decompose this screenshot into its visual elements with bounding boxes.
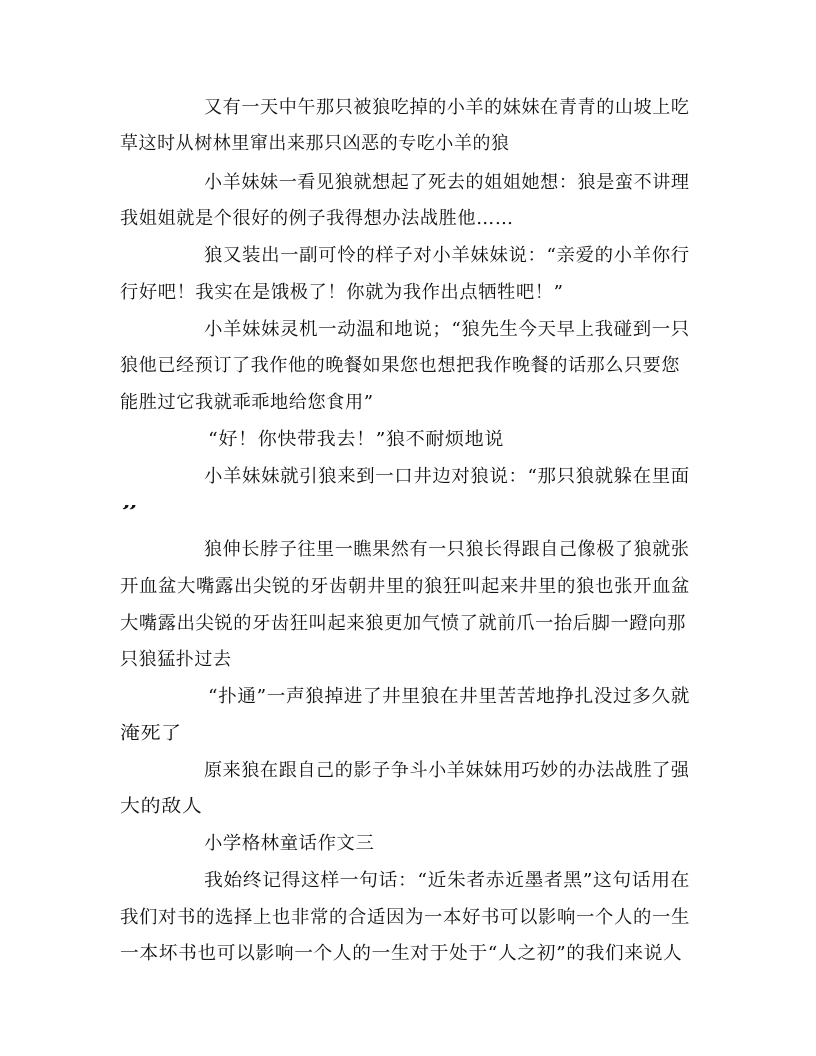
text-line: 狼伸长脖子往里一瞧果然有一只狼长得跟自己像极了狼就张: [204, 539, 690, 560]
text-line: 我始终记得这样一句话：“近朱者赤近墨者黑”这句话用在: [204, 870, 691, 891]
text-line: 大的敌人: [120, 796, 203, 817]
text-line: 我姐姐就是个很好的例子我得想办法战胜他……: [120, 208, 514, 229]
text-line: 草这时从树林里窜出来那只凶恶的专吃小羊的狼: [120, 133, 510, 154]
text-line: 一本坏书也可以影响一个人的一生对于处于“人之初”的我们来说人: [120, 943, 683, 964]
section-heading: 小学格林童话作文三: [204, 833, 375, 854]
text-line: 淹死了: [120, 723, 182, 744]
text-line: 能胜过它我就乖乖地给您食用”: [120, 392, 374, 413]
text-line: 只狼猛扑过去: [120, 649, 232, 670]
text-line: 又有一天中午那只被狼吃掉的小羊的妹妹在青青的山坡上吃: [204, 97, 690, 118]
text-line: 狼他已经预订了我作他的晚餐如果您也想把我作晚餐的话那么只要您: [120, 355, 680, 376]
text-line: 原来狼在跟自己的影子争斗小羊妹妹用巧妙的办法战胜了强: [204, 760, 690, 781]
text-line: 小羊妹妹一看见狼就想起了死去的姐姐她想：狼是蛮不讲理: [204, 172, 690, 193]
text-line: 行好吧！我实在是饿极了！你就为我作出点牺牲吧！”: [120, 282, 564, 303]
text-line: 小羊妹妹灵机一动温和地说；“狼先生今天早上我碰到一只: [204, 319, 690, 340]
text-line: 开血盆大嘴露出尖锐的牙齿朝井里的狼狂叫起来井里的狼也张开血盆: [120, 576, 690, 597]
text-line: 大嘴露出尖锐的牙齿狂叫起来狼更加气愤了就前爪一抬后脚一蹬向那: [120, 613, 686, 634]
text-line: 狼又装出一副可怜的样子对小羊妹妹说：“亲爱的小羊你行: [204, 245, 690, 266]
text-line: 我们对书的选择上也非常的合适因为一本好书可以影响一个人的一生: [120, 907, 690, 928]
text-line: “扑通”一声狼掉进了井里狼在井里苦苦地挣扎没过多久就: [208, 686, 691, 707]
text-line: 小羊妹妹就引狼来到一口井边对狼说：“那只狼就躲在里面: [204, 466, 690, 487]
text-line: “好！你快带我去！”狼不耐烦地说: [208, 429, 505, 450]
text-line: ”: [120, 502, 140, 523]
